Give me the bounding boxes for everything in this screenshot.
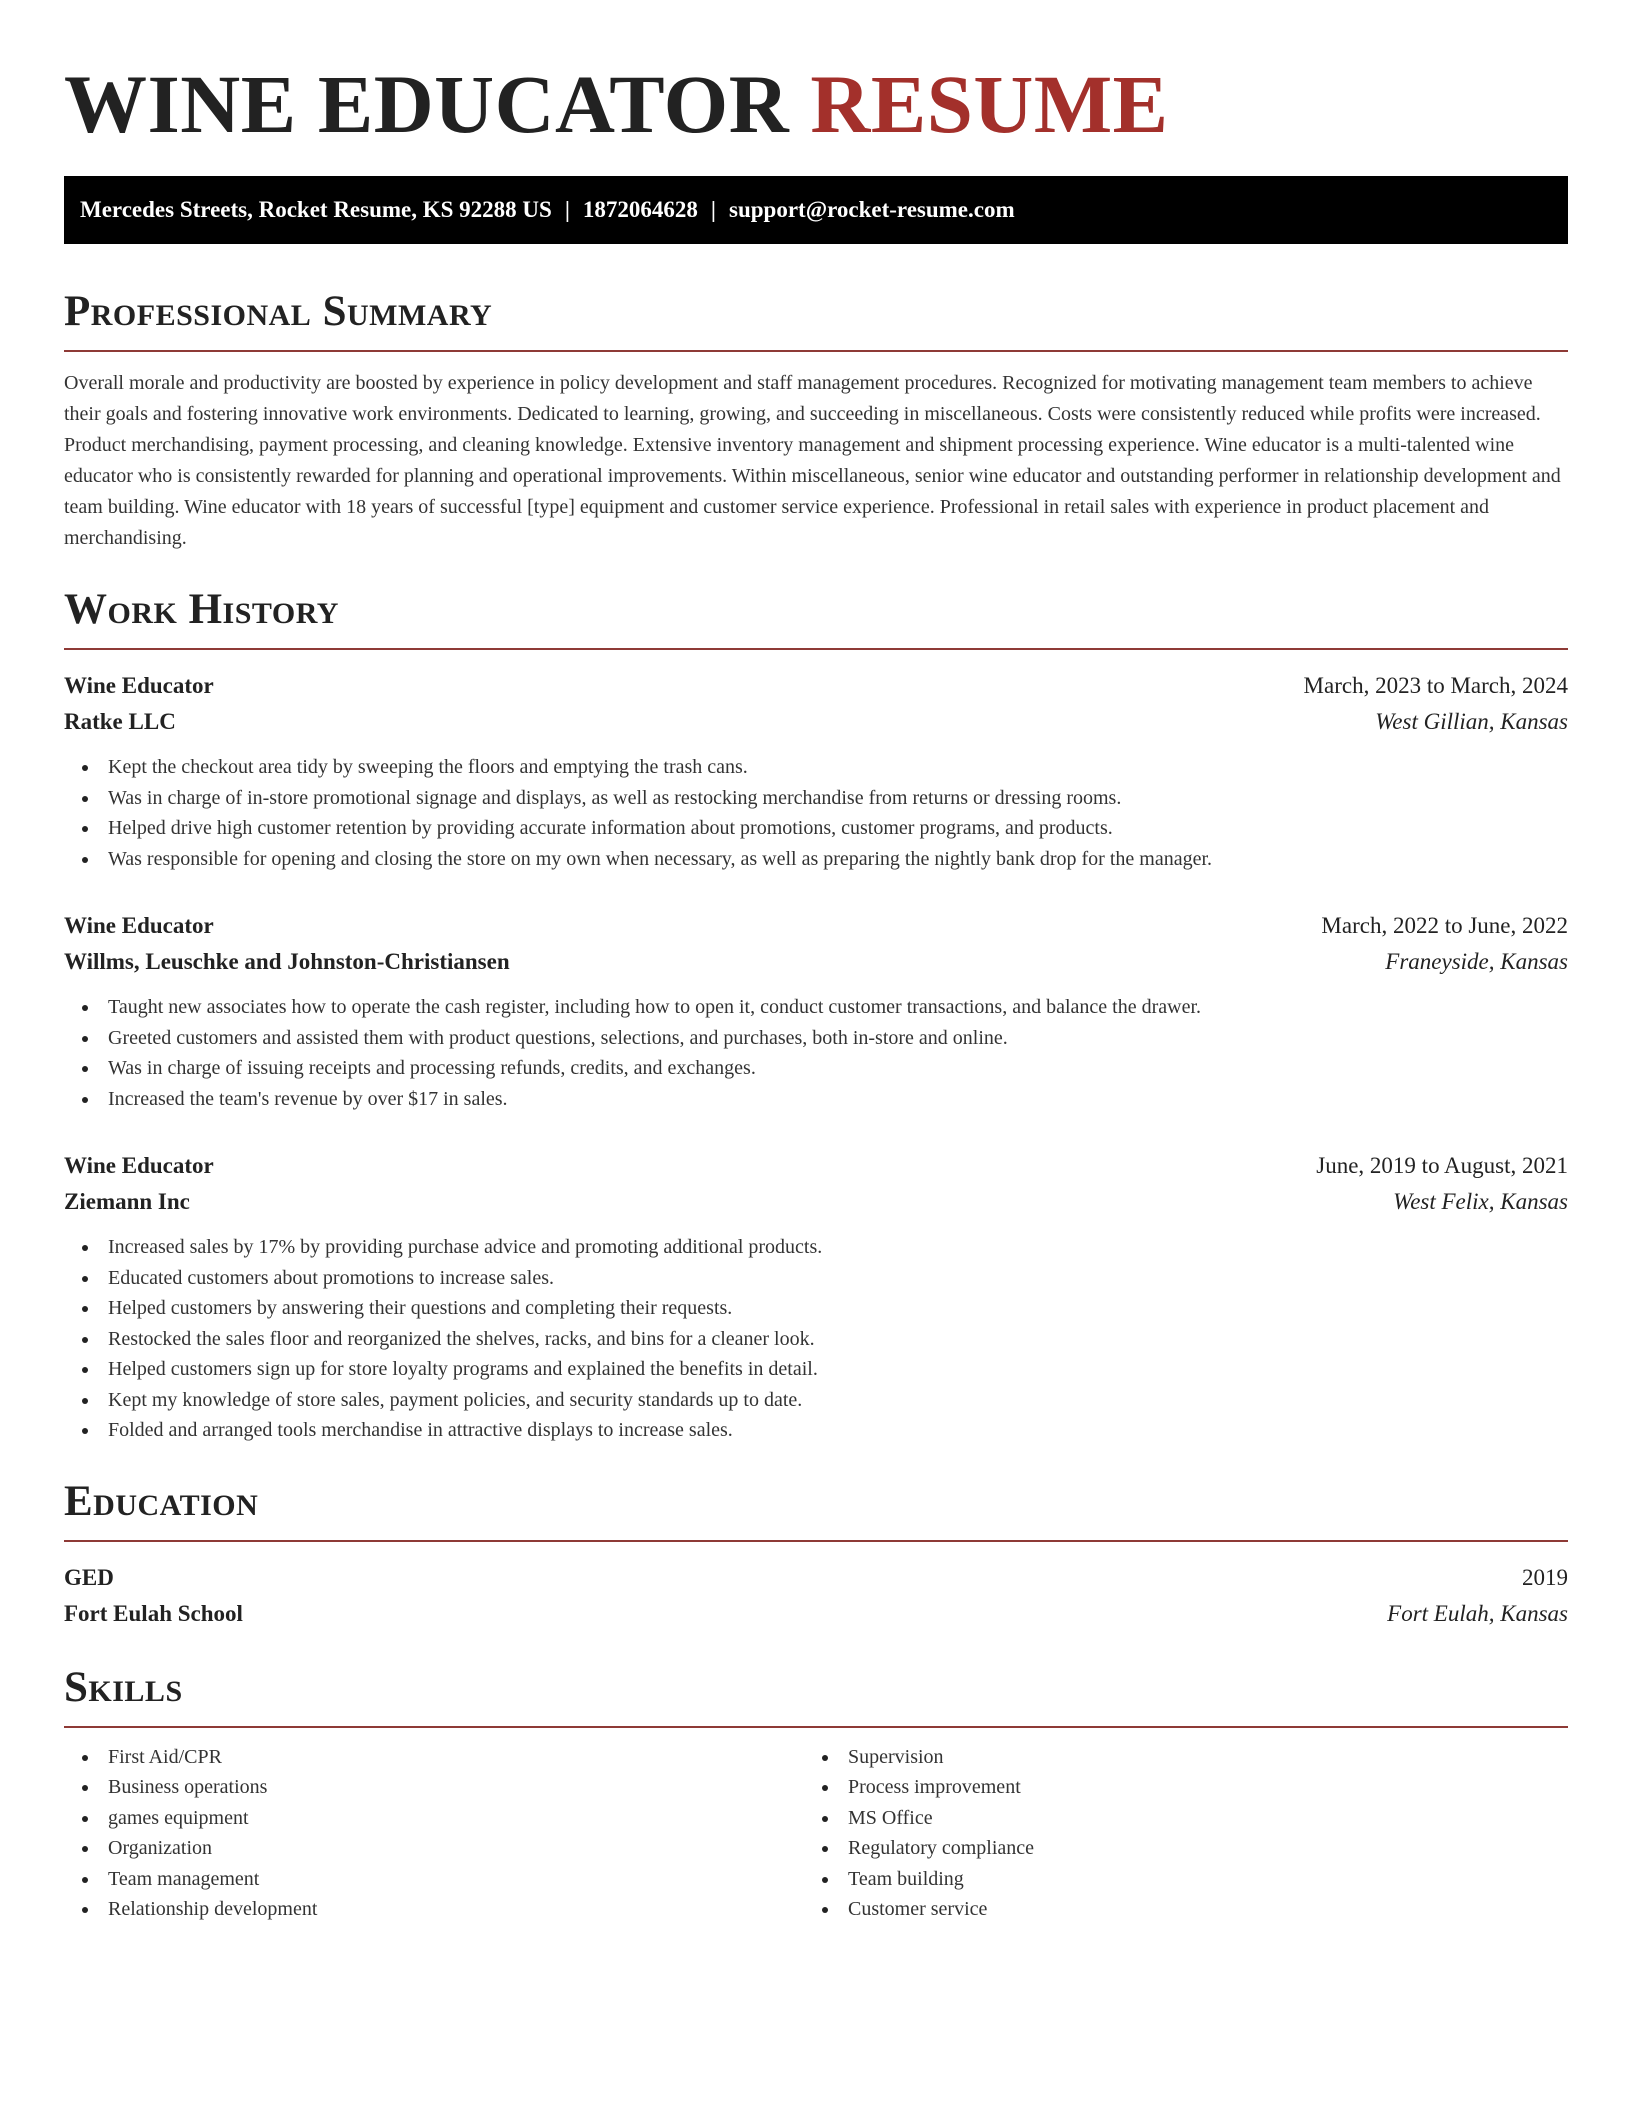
- skill-item: First Aid/CPR: [64, 1742, 804, 1773]
- job-entry: [64, 668, 1568, 874]
- contact-address: Mercedes Streets, Rocket Resume, KS 92288 US: [80, 197, 552, 222]
- job-header-row: [64, 1148, 1568, 1184]
- contact-bar: [64, 176, 1568, 244]
- job-duties-list: [64, 992, 1568, 1114]
- resume-title: [64, 56, 1568, 152]
- job-company: Ziemann Inc: [64, 1189, 190, 1214]
- job-dates: June, 2019 to August, 2021: [1316, 1153, 1568, 1178]
- section-divider: [64, 1726, 1568, 1728]
- job-duty-item: Educated customers about promotions to increase sales.: [64, 1263, 1568, 1294]
- contact-separator: |: [710, 197, 716, 222]
- job-duty-item: Greeted customers and assisted them with product questions, selections, and purchases, both in-store and online.: [64, 1023, 1568, 1054]
- skill-item: Supervision: [804, 1742, 1544, 1773]
- job-duty-item: Kept my knowledge of store sales, payment policies, and security standards up to date.: [64, 1385, 1568, 1416]
- section-divider: [64, 1540, 1568, 1542]
- skill-item: Team building: [804, 1864, 1544, 1895]
- job-header-row: [64, 668, 1568, 704]
- skill-item: Relationship development: [64, 1894, 804, 1925]
- contact-phone: 1872064628: [582, 197, 698, 222]
- job-duty-item: Kept the checkout area tidy by sweeping the floors and emptying the trash cans.: [64, 752, 1568, 783]
- job-location: West Felix, Kansas: [1393, 1189, 1568, 1214]
- job-duty-item: Was responsible for opening and closing the store on my own when necessary, as well as preparing the nightly bank drop for the manager.: [64, 844, 1568, 875]
- job-duty-item: Restocked the sales floor and reorganized the shelves, racks, and bins for a cleaner look.: [64, 1324, 1568, 1355]
- job-title: Wine Educator: [64, 1153, 214, 1178]
- job-duty-item: Helped customers sign up for store loyalty programs and explained the benefits in detail.: [64, 1354, 1568, 1385]
- job-duty-item: Was in charge of issuing receipts and processing refunds, credits, and exchanges.: [64, 1053, 1568, 1084]
- job-location: West Gillian, Kansas: [1375, 709, 1568, 734]
- job-location: Franeyside, Kansas: [1385, 949, 1568, 974]
- education-school: Fort Eulah School: [64, 1600, 243, 1626]
- job-header-row: [64, 908, 1568, 944]
- skills-grid: [64, 1742, 1568, 1925]
- education-section: [64, 1476, 1568, 1632]
- job-entry: [64, 908, 1568, 1114]
- job-duties-list: [64, 1232, 1568, 1446]
- summary-text: Overall morale and productivity are boosted by experience in policy development and staff management procedures. Recognized for motivating management team members to achieve their goals and fostering innovative work environments. Dedicated to learning, growing, and succeeding in miscellaneous. Costs were consistently reduced while profits were increased. Product merchandising, payment processing, and cleaning knowledge. Extensive inventory management and shipment processing experience. Wine educator is a multi-talented wine educator who is consistently rewarded for planning and operational improvements. Within miscellaneous, senior wine educator and outstanding performer in relationship development and team building. Wine educator with 18 years of successful [type] equipment and customer service experience. Professional in retail sales with experience in product placement and merchandising.: [64, 372, 1561, 549]
- section-heading-skills: Skills: [64, 1663, 183, 1711]
- job-duty-item: Increased sales by 17% by providing purchase advice and promoting additional products.: [64, 1232, 1568, 1263]
- job-company: Ratke LLC: [64, 709, 176, 734]
- section-divider: [64, 648, 1568, 650]
- skill-item: Business operations: [64, 1772, 804, 1803]
- job-duties-list: [64, 752, 1568, 874]
- education-degree: GED: [64, 1564, 114, 1590]
- education-year: 2019: [1522, 1564, 1568, 1590]
- job-dates: March, 2023 to March, 2024: [1303, 673, 1568, 698]
- skill-item: Process improvement: [804, 1772, 1544, 1803]
- skill-item: Customer service: [804, 1894, 1544, 1925]
- job-company: Willms, Leuschke and Johnston-Christiansen: [64, 949, 510, 974]
- education-degree-row: [64, 1560, 1568, 1596]
- section-heading-work-history: Work History: [64, 586, 339, 633]
- skill-item: games equipment: [64, 1803, 804, 1834]
- job-company-row: [64, 1184, 1568, 1220]
- job-title: Wine Educator: [64, 913, 214, 938]
- skill-item: Organization: [64, 1833, 804, 1864]
- section-heading-education: Education: [64, 1477, 259, 1525]
- education-entry: [64, 1560, 1568, 1632]
- job-duty-item: Taught new associates how to operate the cash register, including how to open it, conduct customer transactions, and balance the drawer.: [64, 992, 1568, 1023]
- skills-list-right: [804, 1742, 1544, 1925]
- section-heading-summary: Professional Summary: [64, 288, 493, 335]
- resume-title-accent: RESUME: [810, 58, 1169, 150]
- skills-list-left: [64, 1742, 804, 1925]
- job-company-row: [64, 944, 1568, 980]
- job-entry: [64, 1148, 1568, 1446]
- section-divider: [64, 350, 1568, 352]
- job-duty-item: Helped drive high customer retention by providing accurate information about promotions, customer programs, and products.: [64, 813, 1568, 844]
- resume-title-main: WINE EDUCATOR: [64, 58, 790, 150]
- skill-item: Team management: [64, 1864, 804, 1895]
- contact-email: support@rocket-resume.com: [729, 197, 1015, 222]
- job-title: Wine Educator: [64, 673, 214, 698]
- job-company-row: [64, 704, 1568, 740]
- skill-item: Regulatory compliance: [804, 1833, 1544, 1864]
- job-duty-item: Helped customers by answering their questions and completing their requests.: [64, 1293, 1568, 1324]
- work-history-section: [64, 584, 1568, 1446]
- job-duty-item: Folded and arranged tools merchandise in attractive displays to increase sales.: [64, 1415, 1568, 1446]
- skills-section: [64, 1662, 1568, 1925]
- job-duty-item: Increased the team's revenue by over $17 in sales.: [64, 1084, 1568, 1115]
- education-school-row: [64, 1596, 1568, 1632]
- contact-separator: |: [564, 197, 570, 222]
- job-dates: March, 2022 to June, 2022: [1321, 913, 1568, 938]
- education-location: Fort Eulah, Kansas: [1387, 1600, 1568, 1626]
- professional-summary-section: [64, 286, 1568, 554]
- skill-item: MS Office: [804, 1803, 1544, 1834]
- job-duty-item: Was in charge of in-store promotional signage and displays, as well as restocking merchandise from returns or dressing rooms.: [64, 783, 1568, 814]
